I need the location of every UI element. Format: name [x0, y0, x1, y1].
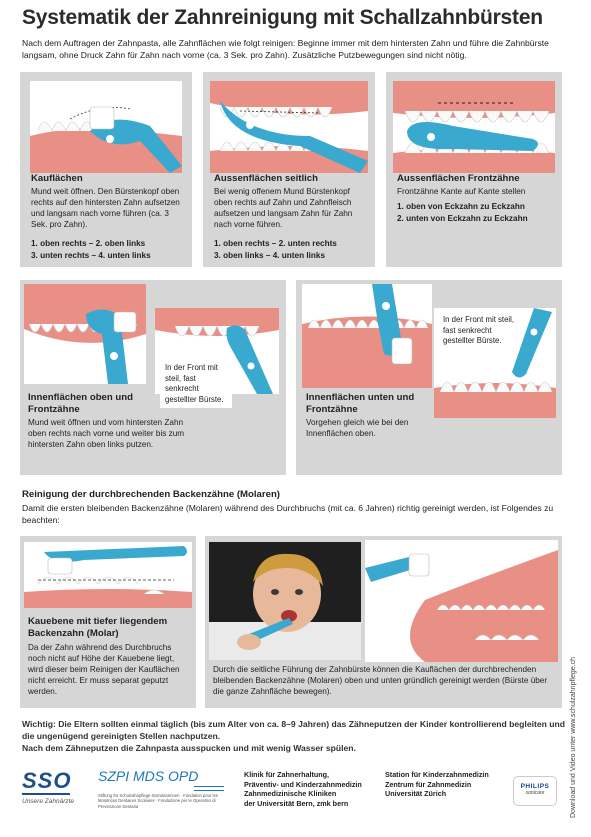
card-title: Aussenflächen seitlich	[214, 173, 318, 184]
section-text: Damit die ersten bleibenden Backenzähne (Molaren) während des Durchbruchs (mit ca. 6 Jahren) richtig gereinigt werden, ist Folgendes zu beachten:	[22, 503, 554, 525]
card-molar	[20, 536, 196, 708]
toothbrush-molar-icon	[24, 542, 192, 608]
toothbrush-front-teeth-icon	[393, 81, 555, 173]
card-title: Innenflächen unten und Frontzähne	[306, 392, 415, 415]
card-body: Durch die seitliche Führung der Zahnbürste können die Kauflächen der durchbrechenden bleibenden Backenzähne (Molaren) oben und unten gründlich gereinigt werden (Bürste über die ganze Zahnfläche bewegen).	[213, 665, 548, 696]
card-step: 1. oben rechts – 2. oben links	[31, 239, 146, 248]
card-body: Vorgehen gleich wie bei den Innenflächen oben.	[306, 418, 409, 438]
side-download-text: Download und Video unter www.schulzahnpflege.ch	[570, 657, 577, 818]
intro-text: Nach dem Auftragen der Zahnpasta, alle Zahnflächen wie folgt reinigen: Beginne immer mit dem hintersten Zahn und führe die Zahnbürste langsam, ohne Druck Zahn für Zahn nach vorne (ca. 3 Sek. pro Zahn). Zusätzliche Putzbewegungen sind nicht nötig.	[22, 38, 549, 60]
footer-bern	[244, 770, 362, 808]
image-caption: In der Front mit steil, fast senkrecht gestellter Bürste.	[160, 360, 232, 408]
card-kauflaechen	[20, 72, 192, 267]
szpi-wave-icon	[194, 786, 224, 791]
card-molar-big	[205, 536, 562, 708]
card-body: Da der Zahn während des Durchbruchs noch nicht auf Höhe der Kauebene liegt, wird dieser beim Reinigen der Kauflächen nicht erreicht. Er muss separat geputzt werden.	[28, 643, 180, 696]
szpi-logo	[98, 768, 228, 809]
footer-line: der Universität Bern, zmk bern	[244, 798, 349, 808]
toothbrush-inner-upper-icon	[24, 284, 146, 384]
philips-logo-text: PHILIPS	[520, 783, 550, 790]
card-title: Kauflächen	[31, 173, 83, 184]
card-aussen-front	[386, 72, 562, 267]
child-brushing-photo-icon	[209, 542, 361, 660]
card-body: Bei wenig offenem Mund Bürstenkopf oben rechts auf Zahn und Zahnfleisch aufsetzen und langsam Zahn für Zahn nach vorne führen.	[214, 187, 353, 229]
footer-zurich	[385, 770, 489, 799]
warning-line: Nach dem Zähneputzen die Zahnpasta ausspucken und mit wenig Wasser spülen.	[22, 743, 356, 753]
philips-logo	[513, 776, 557, 806]
card-body: Mund weit öffnen. Den Bürstenkopf oben rechts auf den hintersten Zahn aufsetzen und langsam nach vorne führen (ca. 3 Sek. pro Zahn).	[31, 187, 180, 229]
illustration-aussen-front	[393, 81, 555, 173]
illustration-innen-unten	[302, 284, 432, 388]
page-title: Systematik der Zahnreinigung mit Schallzahnbürsten	[22, 6, 543, 29]
illustration-innen-oben	[24, 284, 146, 384]
card-step: 3. oben links – 4. unten links	[214, 251, 326, 260]
warning-text	[22, 718, 570, 754]
warning-line: Wichtig: Die Eltern sollten einmal täglich (bis zum Alter von ca. 8–9 Jahren) das Zähneputzen der Kinder kontrollierend begleiten und die ungenügend gereinigten Stellen nachputzen.	[22, 719, 566, 741]
card-body: Frontzähne Kante auf Kante stellen	[397, 187, 526, 196]
szpi-small-text: Stiftung für Schulzahnpflege-Instruktorinnen · Fondation pour les Monitrices Dentaires Scolaires · Fondazione per le Operatrici di Prevenzione Dentaria	[98, 793, 218, 809]
szpi-logo-text: SZPI MDS OPD	[98, 768, 199, 784]
side-text-container	[570, 628, 580, 818]
card-title: Aussenflächen Frontzähne	[397, 173, 520, 184]
card-title: Kauebene mit tiefer liegendem Backenzahn (Molar)	[28, 616, 168, 639]
footer-line: Station für Kinderzahnmedizin	[385, 770, 489, 779]
footer-line: Zentrum für Zahnmedizin	[385, 779, 472, 789]
sso-tagline: Unsere Zahnärzte	[22, 798, 75, 805]
card-title: Innenflächen oben und Frontzähne	[28, 392, 133, 415]
card-innen-unten	[296, 280, 562, 475]
philips-sub-text: sonicare	[525, 790, 545, 796]
illustration-molar-jaw	[365, 540, 558, 662]
card-step: 3. unten rechts – 4. unten links	[31, 251, 151, 260]
sso-swoosh-icon	[22, 793, 70, 795]
toothbrush-jaw-icon	[365, 540, 558, 662]
sso-logo-text: SSO	[22, 768, 72, 793]
card-step: 2. unten von Eckzahn zu Eckzahn	[397, 214, 528, 223]
illustration-molar	[24, 542, 192, 608]
illustration-aussen-seitlich	[210, 81, 368, 173]
card-step: 1. oben rechts – 2. unten rechts	[214, 239, 337, 248]
footer-line: Universität Zürich	[385, 789, 447, 798]
card-aussen-seitlich	[203, 72, 375, 267]
illustration-kauflaechen	[30, 81, 182, 173]
image-caption: In der Front mit steil, fast senkrecht gestellter Bürste.	[438, 312, 520, 350]
photo-child	[209, 542, 361, 660]
toothbrush-inner-lower-icon	[302, 284, 432, 388]
footer-line: Zahnmedizinische Kliniken	[244, 789, 337, 798]
footer-line: Präventiv- und Kinderzahnmedizin	[244, 779, 362, 789]
card-step: 1. oben von Eckzahn zu Eckzahn	[397, 202, 525, 211]
section-title: Reinigung der durchbrechenden Backenzähne (Molaren)	[22, 489, 281, 500]
card-body: Mund weit öffnen und vom hintersten Zahn oben rechts nach vorne und weiter bis zum hintersten Zahn oben links putzen.	[28, 418, 185, 449]
toothbrush-outer-side-icon	[210, 81, 368, 173]
sso-logo	[22, 770, 88, 805]
card-innen-oben	[20, 280, 286, 475]
footer-line: Klinik für Zahnerhaltung,	[244, 770, 330, 779]
toothbrush-chewing-surface-icon	[30, 81, 182, 173]
